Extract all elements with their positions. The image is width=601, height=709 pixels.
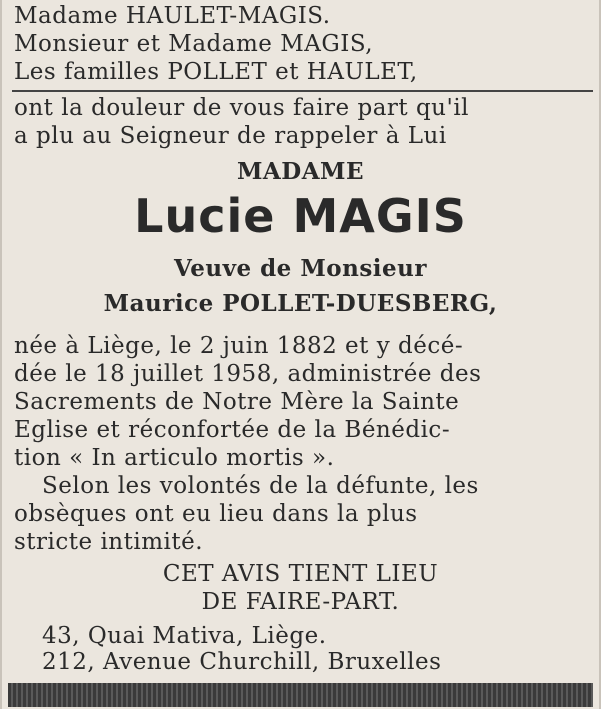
- header-line-2: Monsieur et Madame MAGIS,: [14, 31, 374, 57]
- body-line-3: Sacrements de Notre Mère la Sainte: [14, 389, 460, 415]
- body-line-5: tion « In articulo mortis ».: [14, 445, 335, 471]
- body-line-8: stricte intimité.: [14, 529, 204, 555]
- notice-line-1: CET AVIS TIENT LIEU: [162, 561, 439, 587]
- body-line-6: Selon les volontés de la défunte, les: [42, 473, 479, 499]
- intro-line-1: ont la douleur de vous faire part qu'il: [14, 95, 470, 121]
- intro-line-2: a plu au Seigneur de rappeler à Lui: [14, 123, 447, 149]
- body-line-2: dée le 18 juillet 1958, administrée des: [14, 361, 482, 387]
- divider: [12, 90, 593, 92]
- header-line-1: Madame HAULET-MAGIS.: [14, 3, 331, 29]
- deceased-title: MADAME: [236, 158, 365, 185]
- husband-name: Maurice POLLET-DUESBERG,: [103, 290, 498, 317]
- body-line-1: née à Liège, le 2 juin 1882 et y décé-: [14, 333, 464, 359]
- header-line-3: Les familles POLLET et HAULET,: [14, 59, 418, 85]
- address-line-1: 43, Quai Mativa, Liège.: [42, 623, 327, 649]
- widow-line: Veuve de Monsieur: [174, 255, 427, 282]
- address-line-2: 212, Avenue Churchill, Bruxelles: [42, 649, 442, 675]
- body-line-4: Eglise et réconfortée de la Bénédic-: [14, 417, 451, 443]
- notice-line-2: DE FAIRE-PART.: [201, 589, 400, 615]
- body-line-7: obsèques ont eu lieu dans la plus: [14, 501, 418, 527]
- deceased-name: Lucie MAGIS: [134, 189, 467, 243]
- bottom-border-bar: [8, 683, 593, 707]
